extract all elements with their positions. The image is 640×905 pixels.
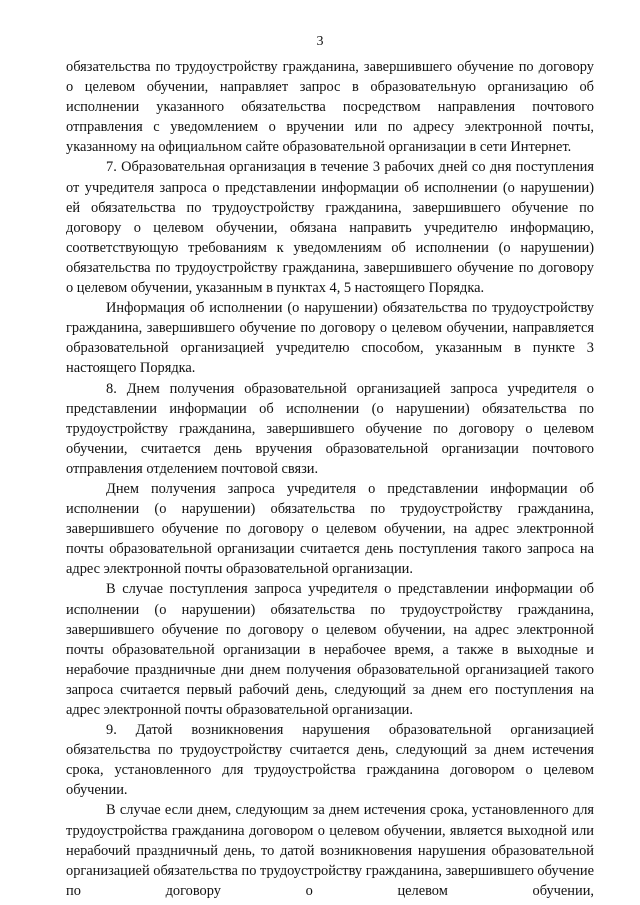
paragraph-continuation: обязательства по трудоустройству гражданина, завершившего обучение по договору о целевом обучении, направляет запрос в образовательную организацию об исполнении указанного обязательства посредством направления почтового отправления с уведомлением о вручении или по адресу электронной почты, указанному на официальном сайте образовательной организации в сети Интернет. (66, 59, 594, 156)
paragraph-item-7: 7. Образовательная организация в течение 3 рабочих дней со дня поступления от учредителя запроса о представлении информации об исполнении (о нарушении) ей обязательства по трудоустройству гражданина, завершившего обучение по договору о целевом обучении, обязана направить учредителю информацию, соответствующую требованиям к уведомлениям об исполнении (о нарушении) обязательства по трудоустройству гражданина, завершившего обучение по договору о целевом обучении, указанным в пунктах 4, 5 настоящего Порядка. (66, 159, 594, 297)
document-body (66, 57, 594, 901)
page-number: 3 (316, 34, 324, 49)
paragraph-item-9: 9. Датой возникновения нарушения образовательной организацией обязательства по трудоустройству считается день, следующий за днем истечения срока, установленного для трудоустройства гражданина договором о целевом обучении. (66, 722, 594, 799)
paragraph-information: Информация об исполнении (о нарушении) обязательства по трудоустройству гражданина, завершившего обучение по договору о целевом обучении, направляется образовательной организацией учредителю способом, указанным в пункте 3 настоящего Порядка. (66, 300, 594, 377)
paragraph-holiday-case: В случае если днем, следующим за днем истечения срока, установленного для трудоустройства гражданина договором о целевом обучении, является выходной или нерабочий праздничный день, то датой возникновения нарушения образовательной организацией обязательства по трудоустройству гражданина, завершившего обучение по договору о целевом обучении, (66, 802, 594, 899)
paragraph-email-receipt: Днем получения запроса учредителя о представлении информации об исполнении (о нарушении) обязательства по трудоустройству гражданина, завершившего обучение по договору о целевом обучении, на адрес электронной почты образовательной организации считается день поступления такого запроса на адрес электронной почты образовательной организации. (66, 480, 594, 578)
paragraph-nonworking-time: В случае поступления запроса учредителя о представлении информации об исполнении (о нарушении) обязательства по трудоустройству гражданина, завершившего обучение по договору о целевом обучении, на адрес электронной почты образовательной организации в нерабочее время, а также в выходные и нерабочие праздничные дни днем получения образовательной организацией такого запроса считается первый рабочий день, следующий за днем его поступления на адрес электронной почты образовательной организации. (66, 581, 594, 718)
paragraph-item-8: 8. Днем получения образовательной организацией запроса учредителя о представлении информации об исполнении (о нарушении) обязательства по трудоустройству гражданина, завершившего обучение по договору о целевом обучении, считается день вручения образовательной организации почтового отправления отделением почтовой связи. (66, 380, 594, 477)
